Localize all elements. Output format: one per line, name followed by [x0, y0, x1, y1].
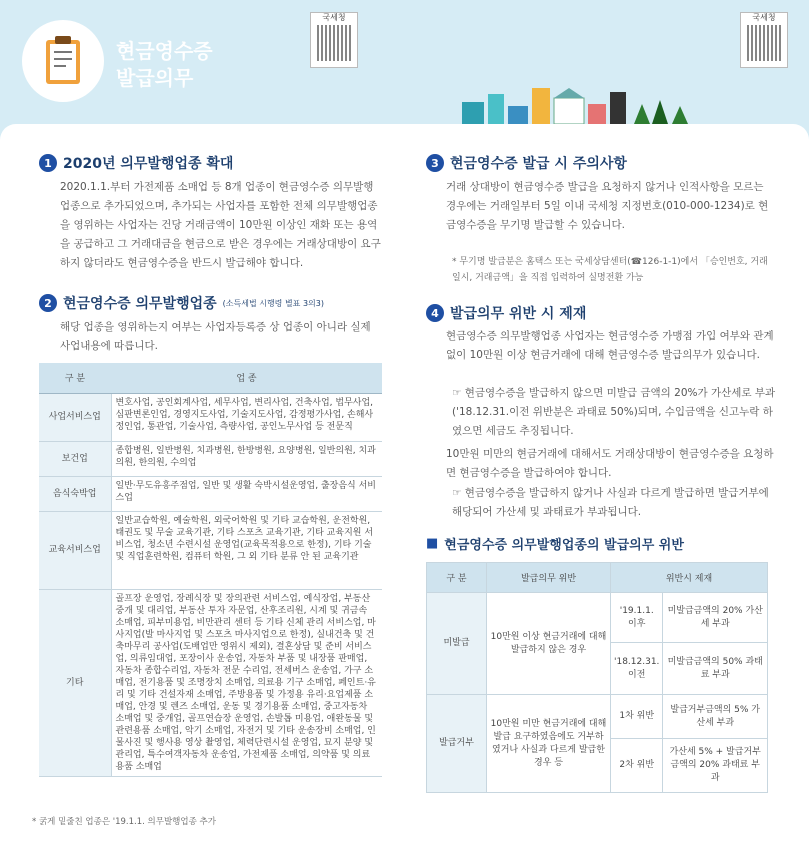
table-header-row [39, 363, 382, 393]
section2-title-text: 현금영수증 의무발행업종 [63, 296, 217, 312]
table-cell-category: 미발급 [427, 593, 487, 695]
table-cell-category: 기타 [39, 589, 111, 776]
logo-circle [22, 20, 104, 102]
section4-sub2: ☞ 현금영수증을 발급하지 않거나 사실과 다르게 발급하면 발급거부에 해당되어 가산세 및 과태료가 부과됩니다. [452, 487, 769, 518]
city-skyline-illustration [462, 84, 692, 124]
qr-pattern [317, 25, 353, 61]
table-cell-sanction: 가산세 5% + 발급거부금액의 20% 과태료 부과 [663, 739, 768, 793]
section4-title-text: 발급의무 위반 시 제재 [450, 306, 587, 322]
table-cell-category: 발급거부 [427, 695, 487, 793]
grid-icon: ■ [426, 536, 439, 551]
table-row [427, 695, 768, 739]
section1-title [39, 153, 233, 173]
table-row [39, 589, 382, 776]
table-cell-period: '19.1.1. 이후 [611, 593, 663, 643]
table-cell-category: 사업서비스업 [39, 393, 111, 441]
table-header: 구 분 [427, 563, 487, 593]
table-header-row [427, 563, 768, 593]
table-cell-violation: 10만원 이상 현금거래에 대해 발급하지 않은 경우 [487, 593, 611, 695]
table-cell-category: 교육서비스업 [39, 511, 111, 589]
table-header: 구 분 [39, 363, 111, 393]
section3-title [426, 153, 627, 173]
table-cell-content: 종합병원, 일반병원, 치과병원, 한방병원, 요양병원, 일반의원, 치과의원, 한의원, 수의업 [111, 441, 382, 476]
table-cell-content: 골프장 운영업, 장례식장 및 장의관련 서비스업, 예식장업, 부동산 중개 및 대리업, 부동산 투자 자문업, 산후조리원, 시계 및 귀금속 소매업, 피부미용업, 비만관리 센터 등 기타 신체 관리 서비스업, 마사지업(발 마사지업 및 스포츠 마사지업으로 한정), 실내건축 및 건축마무리 공사업(도배업만 영위시 제외), 결혼상담 및 준비 서비스업, 의류임대업, 포장이사 운송업, 자동차 부품 및 내장품 판매업, 자동차 종합수리업, 자동차 전문 수리업, 전세버스 운송업, 가구 소매업, 전기용품 및 조명장치 소매업, 의료용 기구 소매업, 페인트·유리 및 기타 건설자재 소매업, 주방용품 및 가정용 유리·요업제품 소매업, 안경 및 렌즈 소매업, 운동 및 경기용품 소매업, 중고자동차 소매업 및 중개업, 골프연습장 운영업, 손발톱 미용업, 애완동물 및 관련용품 소매업, 악기 소매업, 자전거 및 기타 운송장비 소매업, 인물사진 및 행사용 영상 촬영업, 체력단련시설 운영업, 묘지 분양 및 관리업, 특수여객자동차 운송업, 가전제품 소매업, 의약품 및 의료용품 소매업 [111, 589, 382, 776]
industry-table [39, 363, 382, 777]
qr-pattern [747, 25, 783, 61]
table-row [39, 393, 382, 441]
section4-title [426, 303, 586, 323]
footnote: * 굵게 밑줄친 업종은 '19.1.1. 의무발행업종 추가 [32, 817, 216, 827]
section1-number: 1 [39, 154, 57, 172]
table-row [39, 441, 382, 476]
section2-title [39, 293, 324, 313]
header [0, 0, 809, 124]
title-line2: 발급의무 [116, 66, 194, 90]
qr-code-left [310, 12, 358, 68]
table-header: 업 종 [111, 363, 382, 393]
table-cell-content: 일반교습학원, 예술학원, 외국어학원 및 기타 교습학원, 운전학원, 태권도 및 무술 교육기관, 기타 스포츠 교육기관, 기타 교육지원 서비스업, 청소년 수련시설 운영업(교육목적용으로 한정), 기타 기술 및 직업훈련학원, 컴퓨터 학원, 그 외 기타 분류 안 된 교육기관 [111, 511, 382, 589]
violation-table [426, 562, 768, 793]
table-row [39, 476, 382, 511]
table-cell-content: 변호사업, 공인회계사업, 세무사업, 변리사업, 건축사업, 법무사업, 심판변론인업, 경영지도사업, 기술지도사업, 감정평가사업, 손해사정인업, 통관업, 기술사업, 측량사업, 공인노무사업 등 전문직 [111, 393, 382, 441]
section3-number: 3 [426, 154, 444, 172]
section2-subtitle: (소득세법 시행령 별표 3의3) [222, 298, 324, 308]
section2-text: 해당 업종을 영위하는지 여부는 사업자등록증 상 업종이 아니라 실제 사업내용에 따릅니다. [60, 321, 371, 352]
clipboard-icon [22, 20, 104, 102]
section1-text: 2020.1.1.부터 가전제품 소매업 등 8개 업종이 현금영수증 의무발행업종으로 추가되었으며, 추가되는 사업자를 포함한 전체 의무발행업종을 영위하는 사업자는 건당 거래금액이 10만원 이상인 재화 또는 용역을 공급하고 그 거래대금을 현금으로 받은 경우에는 거래상대방이 요구하지 않더라도 현금영수증을 반드시 발급해야 합니다. [60, 181, 381, 269]
section3-note: * 무기명 발급분은 홈택스 또는 국세상담센터(☎126-1-1)에서 「승인번호, 거래일시, 거래금액」을 직접 입력하여 실명전환 가능 [452, 257, 768, 283]
table-cell-sanction: 미발급금액의 20% 가산세 부과 [663, 593, 768, 643]
qr-code-right [740, 12, 788, 68]
table-cell-sanction: 미발급금액의 50% 과태료 부과 [663, 643, 768, 695]
violation-title-text: 현금영수증 의무발행업종의 발급의무 위반 [444, 538, 684, 553]
section3-text: 거래 상대방이 현금영수증 발급을 요청하지 않거나 인적사항을 모르는 경우에는 거래일부터 5일 이내 국세청 지정번호(010-000-1234)로 현금영수증을 무기명 발급할 수 있습니다. [446, 181, 769, 231]
table-cell-sanction: 발급거부금액의 5% 가산세 부과 [663, 695, 768, 739]
table-cell-period: '18.12.31. 이전 [611, 643, 663, 695]
table-cell-period: 1차 위반 [611, 695, 663, 739]
table-cell-content: 일반·무도유흥주점업, 일반 및 생활 숙박시설운영업, 출장음식 서비스업 [111, 476, 382, 511]
section4-sub1: ☞ 현금영수증을 발급하지 않으면 미발급 금액의 20%가 가산세로 부과('18.12.31.이전 위반분은 과태료 50%)되며, 수입금액을 신고누락 하였으면 세금도 추징됩니다. [452, 387, 776, 437]
table-cell-category: 음식숙박업 [39, 476, 111, 511]
section4-number: 4 [426, 304, 444, 322]
table-cell-violation: 10만원 미만 현금거래에 대해 발급 요구하였음에도 거부하였거나 사실과 다르게 발급한 경우 등 [487, 695, 611, 793]
section3-title-text: 현금영수증 발급 시 주의사항 [450, 156, 627, 172]
section4-bullet1: 현금영수증 의무발행업종 사업자는 현금영수증 가맹점 가입 여부와 관계없이 10만원 이상 현금거래에 대해 현금영수증 발급의무가 있습니다. [446, 330, 774, 361]
table-header: 위반시 제재 [611, 563, 768, 593]
table-row [427, 593, 768, 643]
qr-caption: 국세청 [752, 13, 776, 22]
section4-bullet2: 10만원 미만의 현금거래에 대해서도 거래상대방이 현금영수증을 요청하면 현금영수증을 발급하여야 합니다. [446, 448, 774, 479]
table-cell-category: 보건업 [39, 441, 111, 476]
title-line1: 현금영수증 [116, 39, 213, 63]
table-header: 발급의무 위반 [487, 563, 611, 593]
section2-number: 2 [39, 294, 57, 312]
section1-title-text: 2020년 의무발행업종 확대 [63, 156, 234, 172]
violation-title [426, 534, 684, 553]
qr-caption: 국세청 [322, 13, 346, 22]
table-row [39, 511, 382, 589]
page-title [116, 38, 213, 92]
table-cell-period: 2차 위반 [611, 739, 663, 793]
